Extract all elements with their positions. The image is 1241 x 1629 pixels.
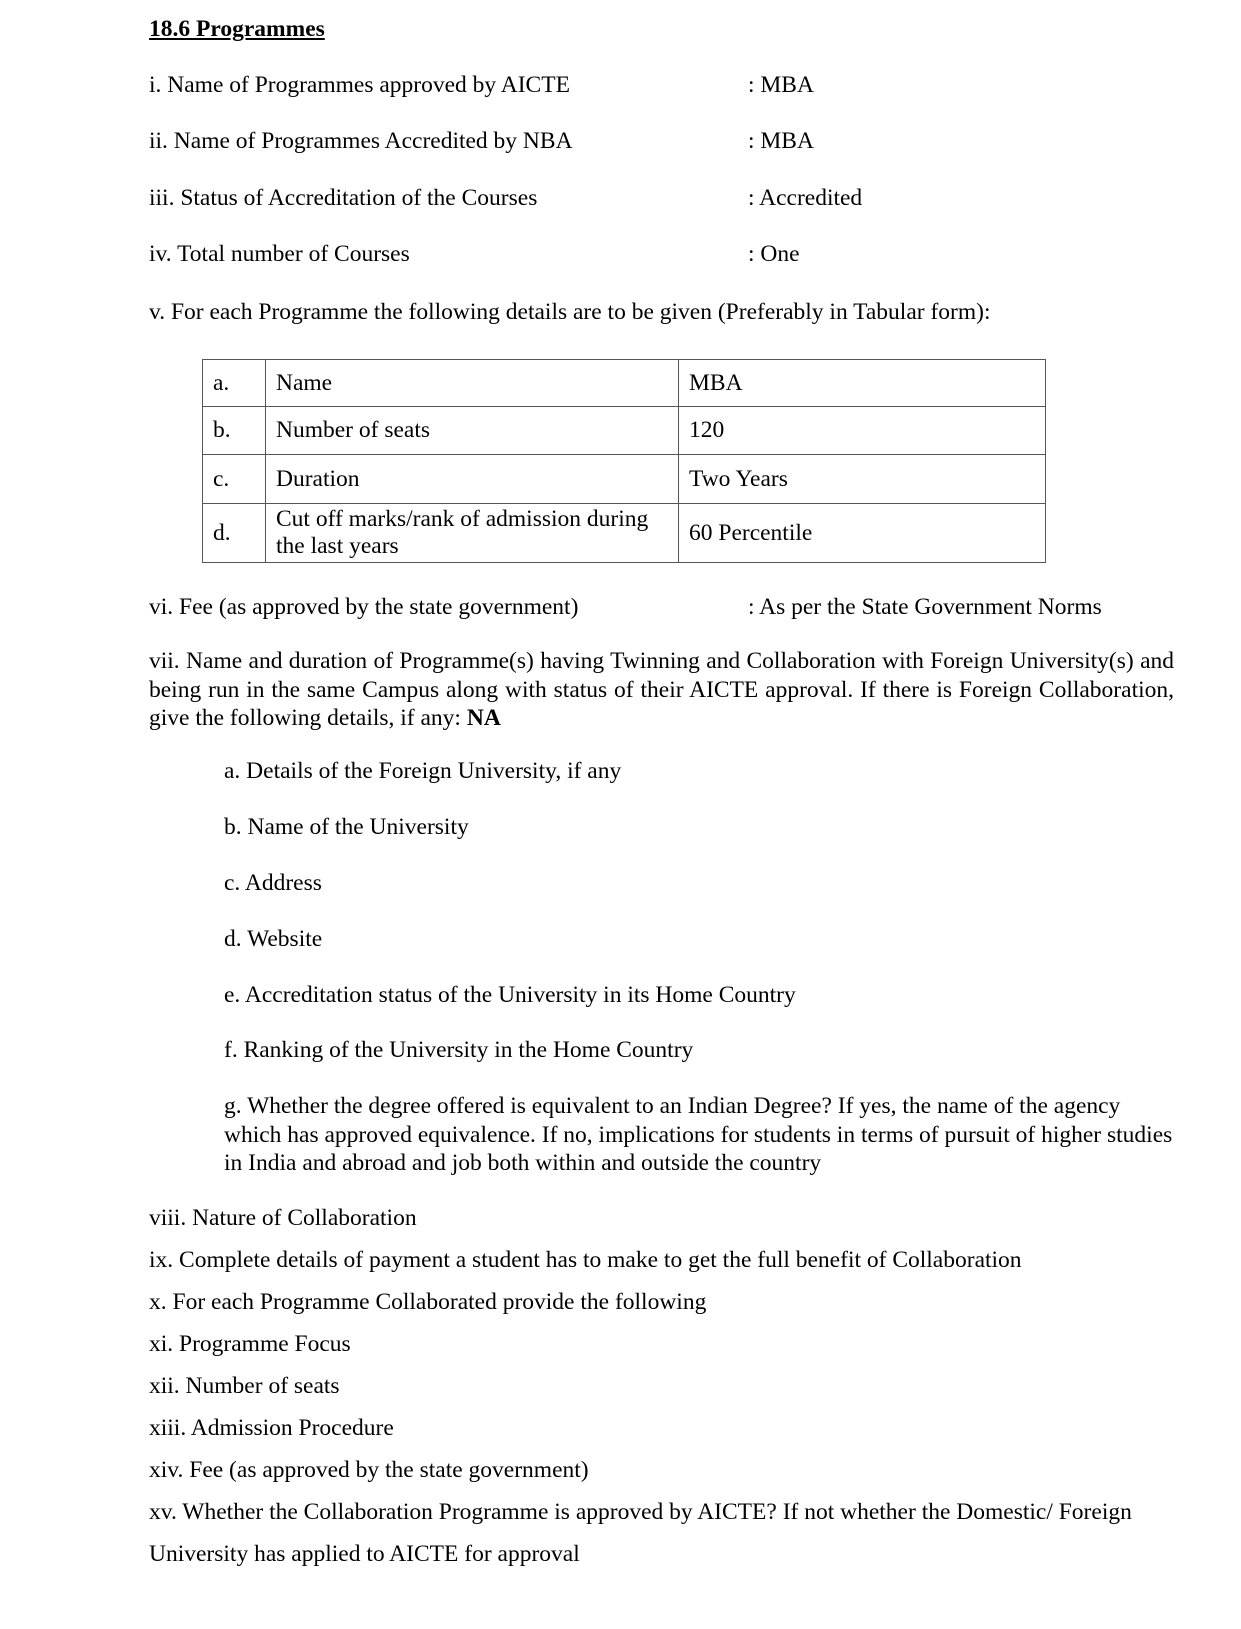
fee-value: : As per the State Government Norms <box>748 594 1102 620</box>
foreign-item-c: c. Address <box>224 870 322 896</box>
field-value-total-courses: : One <box>748 241 800 267</box>
field-value-accreditation-status: : Accredited <box>748 185 863 211</box>
foreign-item-d: d. Website <box>224 926 323 952</box>
row-value: 60 Percentile <box>679 504 1046 563</box>
programme-table <box>202 359 1046 563</box>
row-field: Name <box>266 360 679 407</box>
item-x: x. For each Programme Collaborated provide the following <box>149 1289 707 1315</box>
foreign-item-a: a. Details of the Foreign University, if any <box>224 758 622 784</box>
collaboration-text: vii. Name and duration of Programme(s) having Twinning and Collaboration with Foreign University(s) and being run in the same Campus along with status of their AICTE approval. If there is Foreign Collaboration, give the following details, if any: <box>149 648 1174 731</box>
collaboration-answer: NA <box>466 705 501 731</box>
row-index: b. <box>203 407 266 455</box>
collaboration-paragraph <box>149 647 1174 733</box>
row-index: d. <box>203 504 266 563</box>
foreign-item-g: g. Whether the degree offered is equivalent to an Indian Degree? If yes, the name of the agency which has approved equivalence. If no, implications for students in terms of pursuit of higher studies in India and abroad and job both within and outside the country <box>224 1093 1173 1176</box>
field-value-nba: : MBA <box>748 128 814 154</box>
item-xiv: xiv. Fee (as approved by the state government) <box>149 1457 589 1483</box>
row-field: Cut off marks/rank of admission during the last years <box>266 504 679 563</box>
row-field: Number of seats <box>266 407 679 455</box>
foreign-item-e: e. Accreditation status of the University in its Home Country <box>224 982 796 1008</box>
fee-label: vi. Fee (as approved by the state government) <box>149 594 579 620</box>
row-value: Two Years <box>679 455 1046 504</box>
row-index: c. <box>203 455 266 504</box>
field-label-accreditation-status: iii. Status of Accreditation of the Courses <box>149 185 538 211</box>
row-index: a. <box>203 360 266 407</box>
item-xiii: xiii. Admission Procedure <box>149 1415 394 1441</box>
section-title: 18.6 Programmes <box>149 16 325 42</box>
row-value: 120 <box>679 407 1046 455</box>
foreign-item-f: f. Ranking of the University in the Home Country <box>224 1037 694 1063</box>
row-value: MBA <box>679 360 1046 407</box>
table-intro: v. For each Programme the following details are to be given (Preferably in Tabular form): <box>149 299 991 325</box>
row-field: Duration <box>266 455 679 504</box>
field-label-aicte: i. Name of Programmes approved by AICTE <box>149 72 570 98</box>
field-value-aicte: : MBA <box>748 72 814 98</box>
item-viii: viii. Nature of Collaboration <box>149 1205 417 1231</box>
item-xi: xi. Programme Focus <box>149 1331 351 1357</box>
field-label-nba: ii. Name of Programmes Accredited by NBA <box>149 128 573 154</box>
field-label-total-courses: iv. Total number of Courses <box>149 241 410 267</box>
table-row <box>203 455 1046 504</box>
item-xii: xii. Number of seats <box>149 1373 340 1399</box>
item-xv: xv. Whether the Collaboration Programme is approved by AICTE? If not whether the Domestic/ Foreign <box>149 1499 1132 1525</box>
table-row <box>203 407 1046 455</box>
item-ix: ix. Complete details of payment a student has to make to get the full benefit of Collaboration <box>149 1247 1022 1273</box>
item-xv-continued: University has applied to AICTE for approval <box>149 1541 580 1567</box>
foreign-item-b: b. Name of the University <box>224 814 469 840</box>
table-row <box>203 504 1046 563</box>
table-row <box>203 360 1046 407</box>
